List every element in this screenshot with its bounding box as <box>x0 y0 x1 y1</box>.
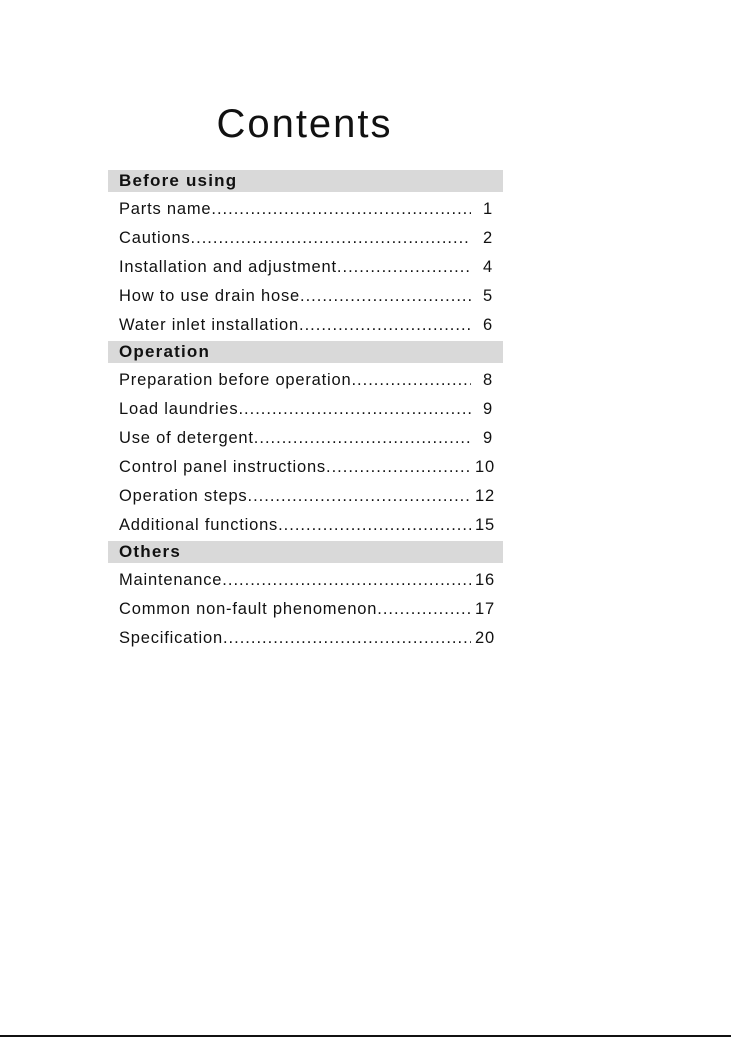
toc-entry[interactable] <box>108 195 503 224</box>
dot-leader <box>254 424 471 453</box>
toc-entry[interactable] <box>108 282 503 311</box>
toc-section-operation <box>108 341 503 541</box>
toc-list <box>108 566 503 654</box>
entry-title: Water inlet installation <box>119 316 299 334</box>
entry-title: Additional functions <box>119 516 279 534</box>
toc-section-others <box>108 541 503 654</box>
dot-leader <box>377 595 471 624</box>
toc-entry[interactable] <box>108 566 503 595</box>
page-title: Contents <box>216 102 393 146</box>
entry-title: Cautions <box>119 229 191 247</box>
entry-title: Maintenance <box>119 571 223 589</box>
entry-title: Control panel instructions <box>119 458 326 476</box>
toc-entry[interactable] <box>108 511 503 540</box>
entry-page-number: 10 <box>475 458 495 476</box>
entry-title: Load laundries <box>119 400 239 418</box>
section-header: Operation <box>108 341 503 363</box>
entry-page-number: 9 <box>483 429 493 447</box>
entry-title: How to use drain hose <box>119 287 300 305</box>
entry-page-number: 15 <box>475 516 495 534</box>
entry-title: Use of detergent <box>119 429 254 447</box>
entry-page-number: 16 <box>475 571 495 589</box>
entry-title: Parts name <box>119 200 212 218</box>
dot-leader <box>222 566 471 595</box>
table-of-contents <box>108 170 503 654</box>
entry-page-number: 20 <box>475 629 495 647</box>
toc-entry[interactable] <box>108 624 503 653</box>
dot-leader <box>278 511 471 540</box>
dot-leader <box>337 253 471 282</box>
dot-leader <box>300 282 471 311</box>
section-header: Others <box>108 541 503 563</box>
entry-page-number: 17 <box>475 600 495 618</box>
dot-leader <box>238 395 471 424</box>
dot-leader <box>223 624 471 653</box>
toc-entry[interactable] <box>108 366 503 395</box>
entry-title: Specification <box>119 629 223 647</box>
dot-leader <box>351 366 471 395</box>
toc-section-before-using <box>108 170 503 341</box>
toc-entry[interactable] <box>108 253 503 282</box>
dot-leader <box>326 453 471 482</box>
toc-entry[interactable] <box>108 424 503 453</box>
dot-leader <box>299 311 471 340</box>
entry-page-number: 8 <box>483 371 493 389</box>
entry-title: Operation steps <box>119 487 248 505</box>
toc-entry[interactable] <box>108 224 503 253</box>
toc-list <box>108 195 503 341</box>
dot-leader <box>211 195 471 224</box>
toc-entry[interactable] <box>108 453 503 482</box>
section-header: Before using <box>108 170 503 192</box>
dot-leader <box>247 482 471 511</box>
toc-list <box>108 366 503 541</box>
toc-entry[interactable] <box>108 311 503 340</box>
toc-entry[interactable] <box>108 595 503 624</box>
entry-page-number: 1 <box>483 200 493 218</box>
entry-page-number: 12 <box>475 487 495 505</box>
entry-title: Installation and adjustment <box>119 258 337 276</box>
entry-page-number: 6 <box>483 316 493 334</box>
entry-page-number: 9 <box>483 400 493 418</box>
entry-title: Preparation before operation <box>119 371 352 389</box>
dot-leader <box>191 224 471 253</box>
entry-title: Common non-fault phenomenon <box>119 600 378 618</box>
entry-page-number: 5 <box>483 287 493 305</box>
entry-page-number: 4 <box>483 258 493 276</box>
entry-page-number: 2 <box>483 229 493 247</box>
toc-entry[interactable] <box>108 395 503 424</box>
toc-entry[interactable] <box>108 482 503 511</box>
